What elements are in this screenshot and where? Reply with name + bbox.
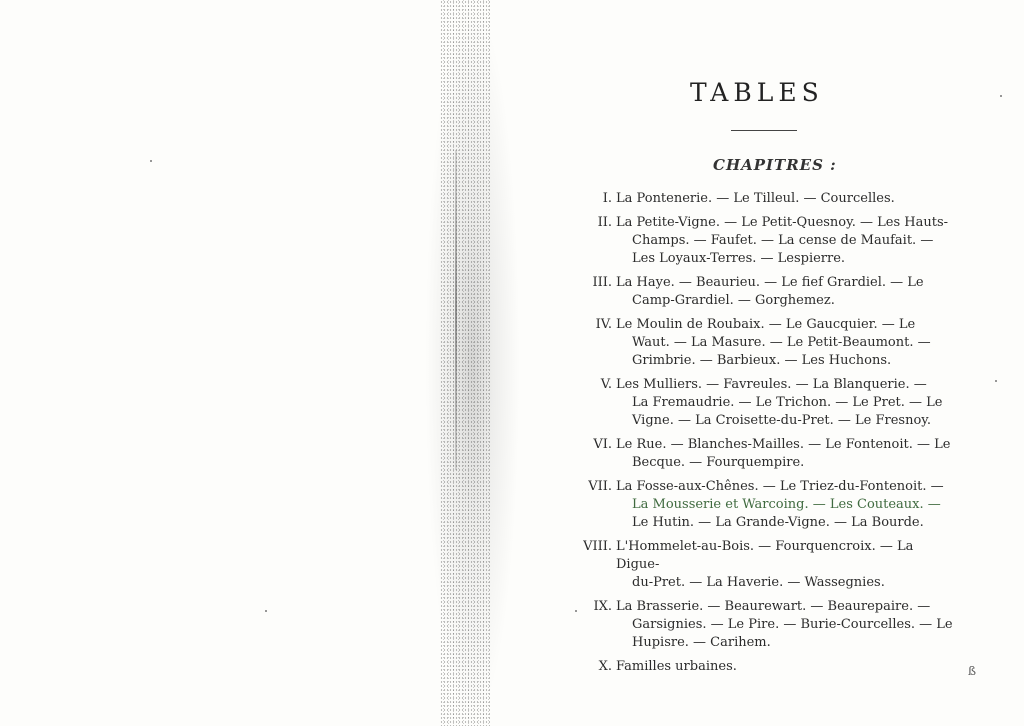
chapter-line: Le Rue. — Blanches-Mailles. — Le Fontenoit. — Le [616,437,951,452]
chapter-number: VII. [588,479,612,494]
chapter-line: Le Hutin. — La Grande-Vigne. — La Bourde. [632,515,924,530]
chapter-text [560,316,960,370]
chapter-number: IV. [595,317,612,332]
speck [150,160,152,162]
chapter-text [560,658,960,676]
chapter-line: Vigne. — La Croisette-du-Pret. — Le Fresnoy. [632,413,932,428]
chapter-text [560,538,960,592]
chapter-line: Familles urbaines. [616,659,737,674]
chapter-line: L'Hommelet-au-Bois. — Fourquencroix. — La Digue- [616,539,914,572]
chapter-text [560,376,960,430]
corner-mark: ß [968,664,977,678]
binding-fold-line [455,150,457,470]
chapter-entry [560,190,960,208]
chapter-text [560,274,960,310]
chapter-number: I. [602,191,612,206]
chapter-line: du-Pret. — La Haverie. — Wassegnies. [632,575,885,590]
chapter-line: Garsignies. — Le Pire. — Burie-Courcelles. — Le [632,617,953,632]
chapter-number: X. [598,659,612,674]
chapter-line: Les Loyaux-Terres. — Lespierre. [632,251,846,266]
chapter-entry [560,376,960,430]
chapter-text [560,214,960,268]
chapter-line: Waut. — La Masure. — Le Petit-Beaumont. — [632,335,931,350]
chapter-text [560,598,960,652]
chapter-entry [560,598,960,652]
chapter-entry [560,538,960,592]
chapter-line: Champs. — Faufet. — La cense de Maufait. — [632,233,934,248]
chapter-entry [560,274,960,310]
chapter-number: II. [597,215,612,230]
chapter-line: La Haye. — Beaurieu. — Le fief Grardiel. — Le [616,275,924,290]
chapter-list [560,190,960,682]
chapter-line: Les Mulliers. — Favreules. — La Blanquerie. — [616,377,927,392]
chapter-line: La Petite-Vigne. — Le Petit-Quesnoy. — Les Hauts- [616,215,949,230]
chapter-entry [560,436,960,472]
chapter-line: Grimbrie. — Barbieux. — Les Huchons. [632,353,892,368]
chapter-line: La Brasserie. — Beaurewart. — Beaurepaire. — [616,599,931,614]
speck [575,610,577,612]
section-subtitle: CHAPITRES : [713,156,837,174]
chapter-number: VIII. [583,539,612,554]
speck [995,380,997,382]
chapter-entry [560,316,960,370]
chapter-entry [560,658,960,676]
page-title: TABLES [690,78,824,107]
chapter-number: VI. [593,437,612,452]
chapter-line: Camp-Grardiel. — Gorghemez. [632,293,835,308]
chapter-number: IX. [593,599,612,614]
chapter-text [560,436,960,472]
chapter-line: Hupisre. — Carihem. [632,635,771,650]
title-rule [731,130,797,131]
chapter-line: Becque. — Fourquempire. [632,455,805,470]
chapter-number: III. [592,275,612,290]
chapter-line: Le Moulin de Roubaix. — Le Gaucquier. — Le [616,317,916,332]
speck [265,610,267,612]
chapter-number: V. [600,377,612,392]
chapter-entry [560,478,960,532]
chapter-text [560,478,960,532]
speck [1000,95,1002,97]
chapter-line: La Fremaudrie. — Le Trichon. — Le Pret. — Le [632,395,943,410]
chapter-line: La Pontenerie. — Le Tilleul. — Courcelles. [616,191,895,206]
chapter-line: La Fosse-aux-Chênes. — Le Triez-du-Fontenoit. — [616,479,944,494]
chapter-text [560,190,960,208]
chapter-entry [560,214,960,268]
chapter-line: La Mousserie et Warcoing. — Les Couteaux. — [632,497,941,512]
gutter-speckle [440,0,490,726]
